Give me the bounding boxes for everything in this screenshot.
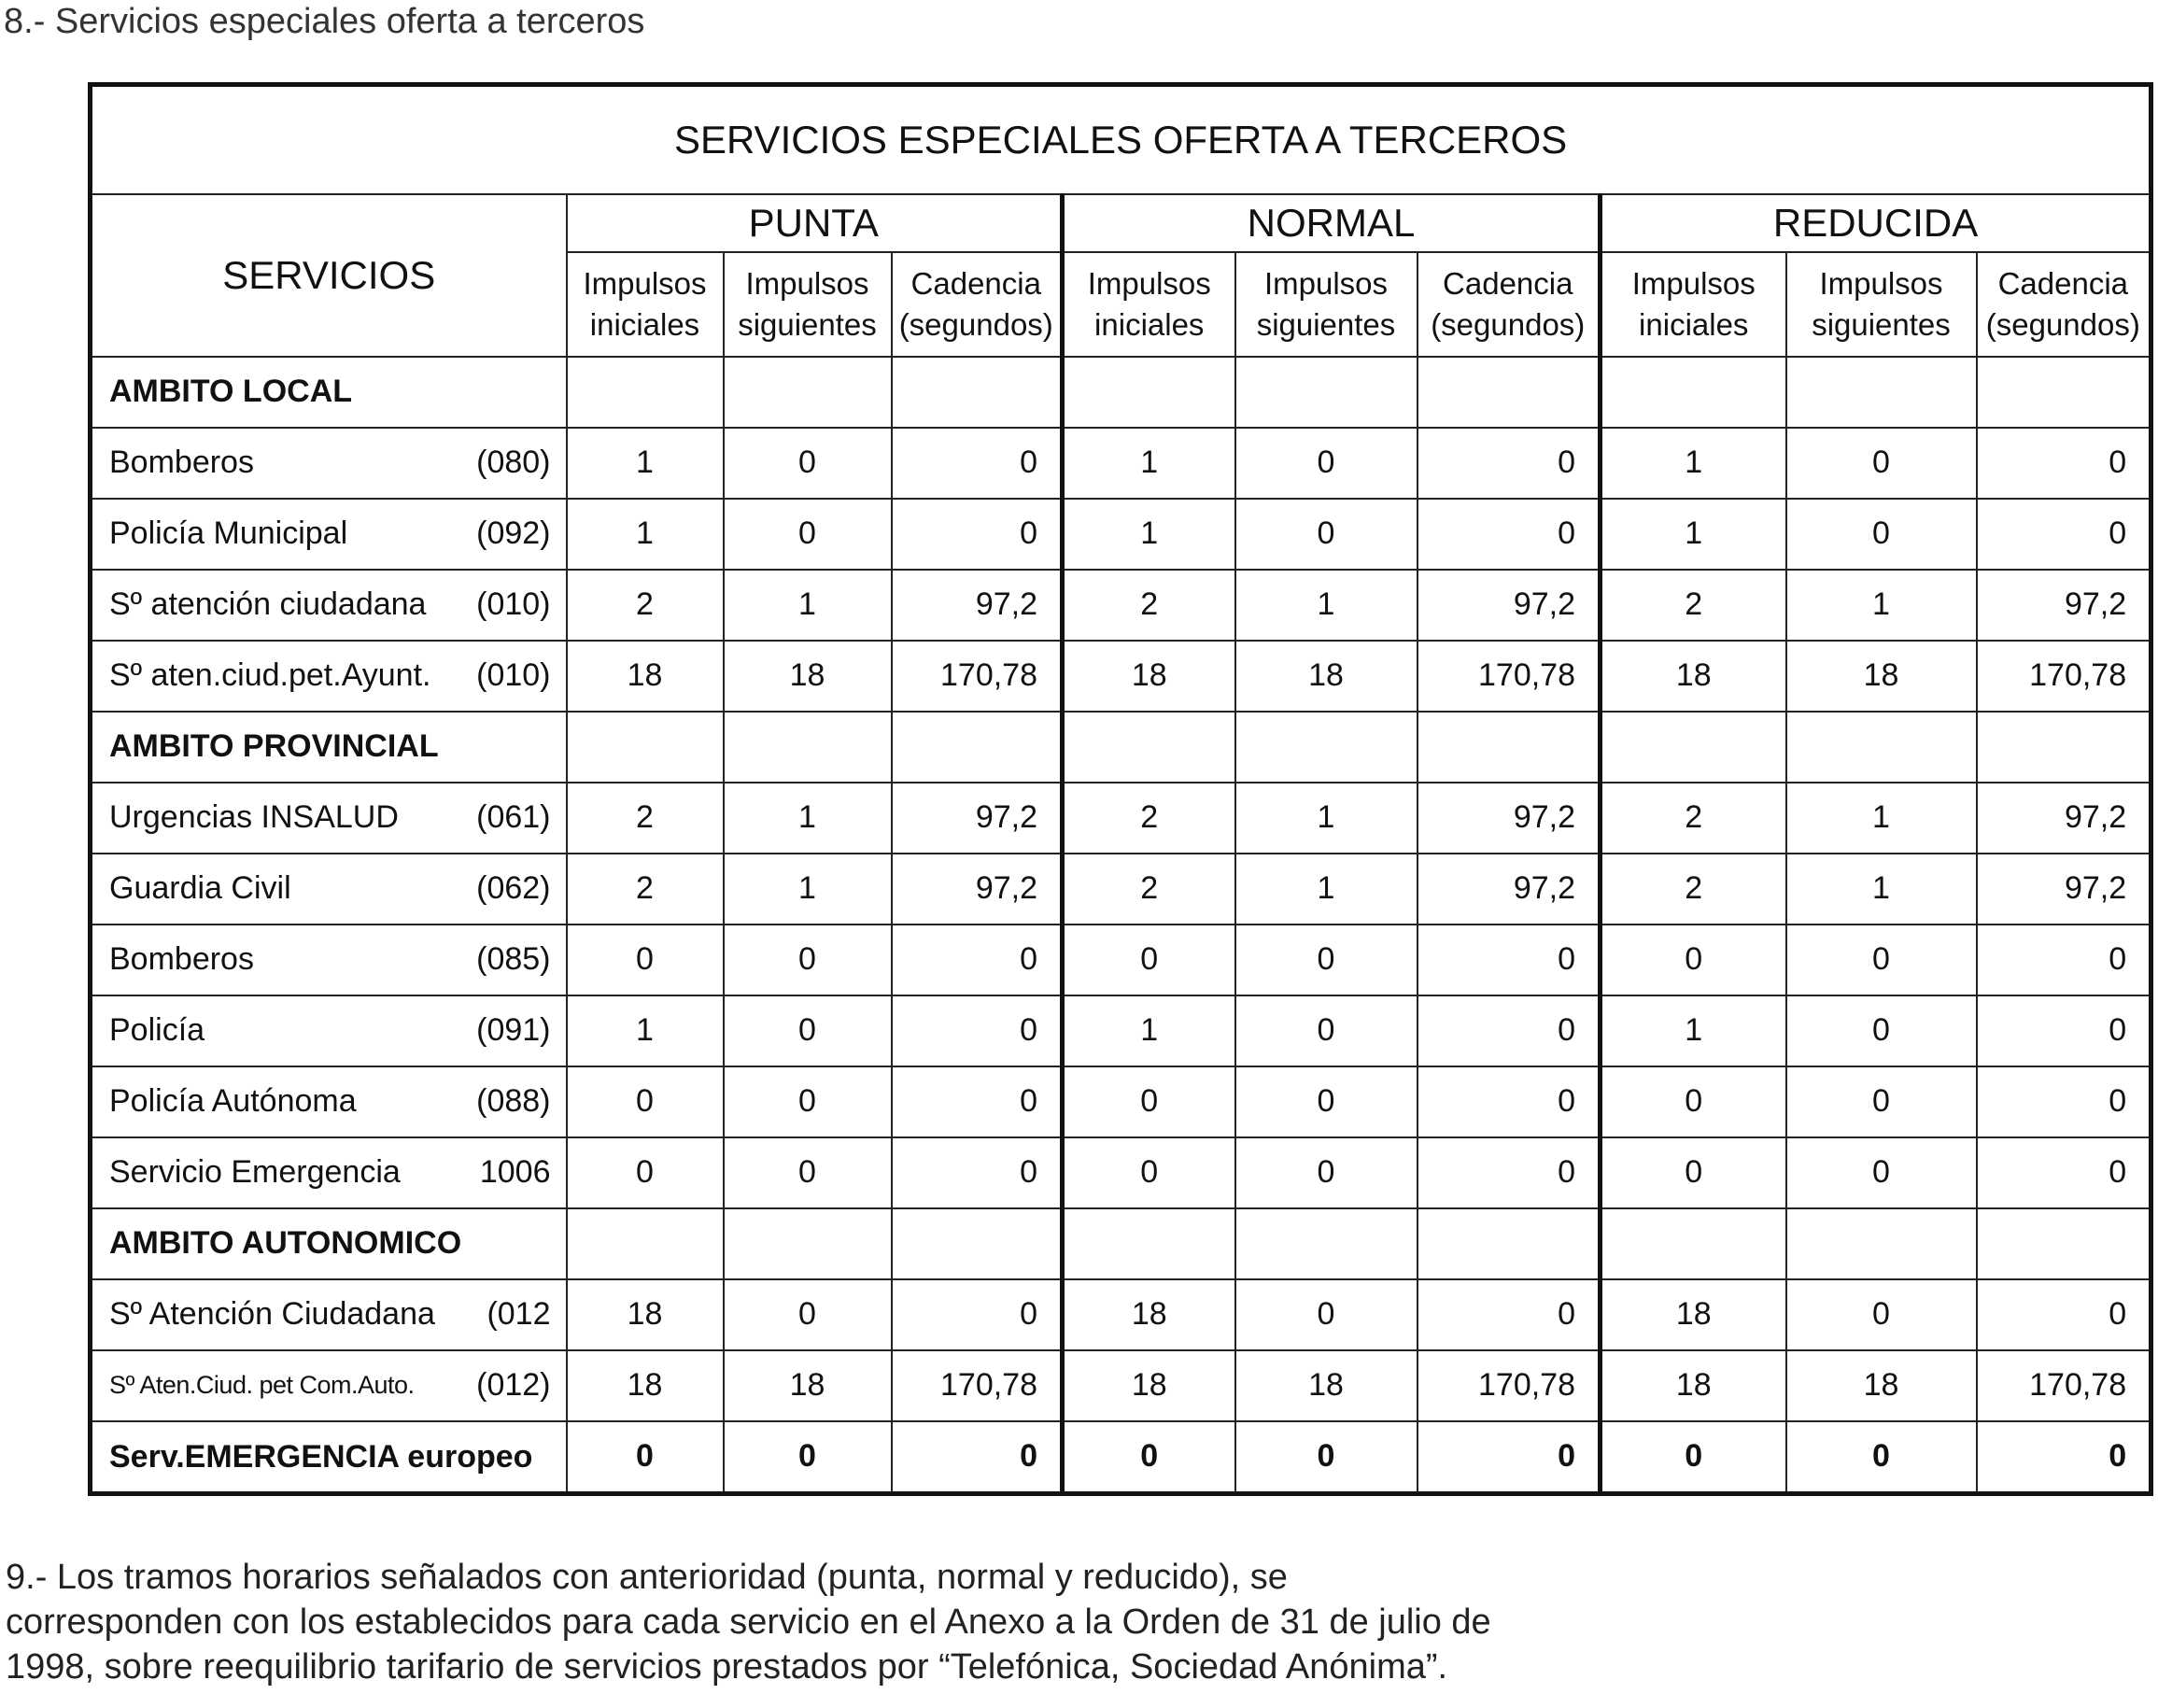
subheader-line: (segundos) [1431, 307, 1586, 342]
value-cell: 0 [1977, 428, 2151, 499]
value-cell: 97,2 [1977, 570, 2151, 641]
value-cell: 2 [1063, 783, 1235, 854]
value-cell: 0 [724, 1137, 892, 1208]
service-name: Policía Municipal [109, 515, 348, 552]
value-cell: 2 [567, 570, 724, 641]
subheader-cell [1063, 252, 1235, 357]
value-cell: 18 [1063, 1279, 1235, 1350]
value-cell: 0 [1235, 428, 1418, 499]
value-cell: 0 [1063, 1066, 1235, 1137]
value-cell: 0 [1063, 1137, 1235, 1208]
value-cell [1418, 712, 1601, 783]
value-cell: 0 [1235, 995, 1418, 1066]
value-cell: 2 [1063, 854, 1235, 925]
section-row [91, 1208, 2151, 1279]
value-cell: 0 [567, 1137, 724, 1208]
value-cell: 1 [1063, 428, 1235, 499]
value-cell [1601, 357, 1786, 428]
value-cell: 0 [1235, 1279, 1418, 1350]
service-name: Bomberos [109, 445, 254, 481]
service-name: Bomberos [109, 941, 254, 978]
value-cell [567, 1208, 724, 1279]
value-cell: 0 [1235, 499, 1418, 570]
service-code: 1006 [479, 1154, 551, 1191]
value-cell: 97,2 [1977, 854, 2151, 925]
value-cell: 1 [1786, 854, 1977, 925]
value-cell: 0 [1235, 1421, 1418, 1494]
value-cell [1786, 357, 1977, 428]
value-cell: 0 [1977, 1137, 2151, 1208]
service-name-cell [91, 1066, 567, 1137]
value-cell: 0 [1977, 1279, 2151, 1350]
value-cell: 1 [1601, 499, 1786, 570]
value-cell: 0 [1063, 925, 1235, 995]
value-cell: 0 [1786, 1421, 1977, 1494]
value-cell: 0 [1418, 428, 1601, 499]
service-name-cell [91, 499, 567, 570]
value-cell: 0 [1235, 925, 1418, 995]
service-name-cell [91, 1137, 567, 1208]
subheader-line: Cadencia [1997, 266, 2129, 301]
value-cell [724, 357, 892, 428]
value-cell [1235, 1208, 1418, 1279]
value-cell: 0 [892, 428, 1063, 499]
value-cell: 18 [1063, 641, 1235, 712]
value-cell: 0 [1601, 1066, 1786, 1137]
table-row [91, 995, 2151, 1066]
section-heading: 8.- Servicios especiales oferta a terceros [4, 2, 645, 41]
value-cell: 1 [1063, 995, 1235, 1066]
section-label: AMBITO LOCAL [109, 374, 353, 410]
value-cell: 0 [1977, 925, 2151, 995]
value-cell: 1 [1235, 854, 1418, 925]
value-cell [1063, 357, 1235, 428]
value-cell: 0 [1418, 925, 1601, 995]
table-row [91, 783, 2151, 854]
subheader-line: (segundos) [1985, 307, 2140, 342]
value-cell: 1 [1235, 783, 1418, 854]
value-cell: 1 [724, 854, 892, 925]
value-cell: 18 [1601, 641, 1786, 712]
value-cell [1601, 712, 1786, 783]
value-cell: 18 [1235, 1350, 1418, 1421]
value-cell: 97,2 [1418, 570, 1601, 641]
value-cell [1063, 712, 1235, 783]
table-row [91, 641, 2151, 712]
value-cell: 0 [1786, 995, 1977, 1066]
table-body [91, 357, 2151, 1494]
value-cell: 18 [724, 641, 892, 712]
value-cell: 0 [892, 1137, 1063, 1208]
subheader-cell [1977, 252, 2151, 357]
value-cell: 0 [1786, 925, 1977, 995]
table-row [91, 1421, 2151, 1494]
value-cell: 18 [1063, 1350, 1235, 1421]
value-cell [1786, 712, 1977, 783]
section-row [91, 357, 2151, 428]
subheader-line: Impulsos [1087, 266, 1211, 301]
subheader-line: iniciales [1639, 307, 1749, 342]
service-name: Sº aten.ciud.pet.Ayunt. [109, 657, 431, 694]
service-name: Policía Autónoma [109, 1083, 357, 1120]
value-cell: 0 [724, 1421, 892, 1494]
value-cell: 0 [1977, 1421, 2151, 1494]
value-cell: 18 [1601, 1350, 1786, 1421]
service-name-cell [91, 783, 567, 854]
value-cell: 0 [1418, 1066, 1601, 1137]
value-cell: 0 [892, 499, 1063, 570]
value-cell [724, 712, 892, 783]
service-name-cell [91, 1421, 567, 1494]
value-cell: 0 [1418, 1137, 1601, 1208]
subheader-line: siguientes [1812, 307, 1951, 342]
service-code: (091) [476, 1012, 551, 1049]
subheader-line: Cadencia [1443, 266, 1573, 301]
value-cell: 0 [567, 1421, 724, 1494]
service-name: Serv.EMERGENCIA europeo [109, 1438, 533, 1475]
section-label: AMBITO AUTONOMICO [109, 1225, 462, 1262]
subheader-cell [1786, 252, 1977, 357]
value-cell: 0 [1235, 1137, 1418, 1208]
value-cell: 1 [1601, 995, 1786, 1066]
subheader-line: siguientes [1256, 307, 1396, 342]
value-cell: 1 [724, 570, 892, 641]
value-cell [1977, 712, 2151, 783]
service-name-cell [91, 570, 567, 641]
subheader-line: Impulsos [583, 266, 707, 301]
subheader-cell [567, 252, 724, 357]
value-cell: 0 [1977, 499, 2151, 570]
table-row [91, 854, 2151, 925]
value-cell: 0 [1601, 1137, 1786, 1208]
value-cell: 1 [1786, 783, 1977, 854]
value-cell: 170,78 [1418, 641, 1601, 712]
value-cell: 2 [1063, 570, 1235, 641]
service-name: Sº Atención Ciudadana [109, 1296, 435, 1333]
subheader-line: siguientes [738, 307, 877, 342]
table-row [91, 428, 2151, 499]
value-cell: 1 [567, 499, 724, 570]
service-name: Servicio Emergencia [109, 1154, 401, 1191]
service-code: (080) [476, 445, 551, 481]
value-cell: 97,2 [1418, 854, 1601, 925]
value-cell: 1 [1786, 570, 1977, 641]
value-cell: 0 [892, 995, 1063, 1066]
value-cell: 18 [1601, 1279, 1786, 1350]
subheader-line: Impulsos [745, 266, 869, 301]
value-cell [1418, 1208, 1601, 1279]
table-row [91, 1066, 2151, 1137]
service-name-cell [91, 995, 567, 1066]
subheader-cell [1418, 252, 1601, 357]
service-name: Sº atención ciudadana [109, 586, 427, 623]
value-cell: 170,78 [892, 1350, 1063, 1421]
value-cell: 97,2 [892, 854, 1063, 925]
value-cell [892, 1208, 1063, 1279]
value-cell: 0 [724, 995, 892, 1066]
value-cell [1601, 1208, 1786, 1279]
service-name-cell [91, 357, 567, 428]
value-cell: 0 [1786, 1066, 1977, 1137]
service-name-cell [91, 1279, 567, 1350]
value-cell: 0 [1977, 1066, 2151, 1137]
section-label: AMBITO PROVINCIAL [109, 728, 439, 765]
service-code: (061) [476, 799, 551, 836]
service-name-cell [91, 1208, 567, 1279]
value-cell [1235, 712, 1418, 783]
value-cell: 1 [1063, 499, 1235, 570]
value-cell: 0 [1418, 1279, 1601, 1350]
value-cell: 0 [892, 1421, 1063, 1494]
value-cell [892, 712, 1063, 783]
value-cell: 18 [1786, 1350, 1977, 1421]
value-cell: 1 [567, 428, 724, 499]
value-cell: 2 [1601, 783, 1786, 854]
service-name: Urgencias INSALUD [109, 799, 399, 836]
footer-line: 1998, sobre reequilibrio tarifario de servicios prestados por “Telefónica, Sociedad Anónima”. [6, 1647, 1448, 1687]
table-row [91, 570, 2151, 641]
value-cell: 2 [1601, 570, 1786, 641]
service-code: (092) [476, 515, 551, 552]
value-cell [1977, 357, 2151, 428]
table-row [91, 1279, 2151, 1350]
value-cell: 0 [724, 499, 892, 570]
value-cell: 0 [567, 1066, 724, 1137]
table-row [91, 1137, 2151, 1208]
value-cell: 2 [567, 783, 724, 854]
service-name: Guardia Civil [109, 870, 291, 907]
value-cell: 0 [1063, 1421, 1235, 1494]
value-cell: 0 [892, 1279, 1063, 1350]
value-cell: 18 [724, 1350, 892, 1421]
value-cell [724, 1208, 892, 1279]
value-cell: 0 [1977, 995, 2151, 1066]
value-cell: 0 [1786, 1137, 1977, 1208]
value-cell: 97,2 [1418, 783, 1601, 854]
services-table [88, 82, 2153, 1496]
subheader-cell [1235, 252, 1418, 357]
value-cell: 0 [724, 1066, 892, 1137]
value-cell [1235, 357, 1418, 428]
footer-line: 9.- Los tramos horarios señalados con anterioridad (punta, normal y reducido), se [6, 1558, 1288, 1597]
value-cell: 0 [1601, 1421, 1786, 1494]
subheader-cell [1601, 252, 1786, 357]
value-cell: 2 [567, 854, 724, 925]
table-title: SERVICIOS ESPECIALES OFERTA A TERCEROS [91, 85, 2151, 195]
value-cell: 0 [892, 925, 1063, 995]
section-row [91, 712, 2151, 783]
value-cell [1977, 1208, 2151, 1279]
service-code: (012 [487, 1296, 551, 1333]
value-cell: 2 [1601, 854, 1786, 925]
table-row [91, 1350, 2151, 1421]
service-code: (010) [476, 657, 551, 694]
value-cell: 18 [1786, 641, 1977, 712]
value-cell: 1 [567, 995, 724, 1066]
service-name-cell [91, 925, 567, 995]
group-header-reducida: REDUCIDA [1601, 194, 2151, 252]
value-cell: 0 [1786, 499, 1977, 570]
group-header-punta: PUNTA [567, 194, 1063, 252]
subheader-cell [724, 252, 892, 357]
group-header-normal: NORMAL [1063, 194, 1601, 252]
service-name-cell [91, 712, 567, 783]
services-column-header: SERVICIOS [91, 194, 567, 357]
value-cell: 0 [724, 1279, 892, 1350]
value-cell: 1 [1601, 428, 1786, 499]
subheader-cell [892, 252, 1063, 357]
value-cell: 1 [724, 783, 892, 854]
value-cell: 170,78 [1977, 641, 2151, 712]
subheader-line: iniciales [1094, 307, 1205, 342]
value-cell: 0 [724, 428, 892, 499]
value-cell: 170,78 [892, 641, 1063, 712]
service-name-cell [91, 641, 567, 712]
service-code: (012) [476, 1367, 551, 1404]
table-row [91, 499, 2151, 570]
service-code: (088) [476, 1083, 551, 1120]
value-cell: 1 [1235, 570, 1418, 641]
subheader-line: Cadencia [910, 266, 1041, 301]
value-cell [892, 357, 1063, 428]
value-cell [1418, 357, 1601, 428]
value-cell: 18 [567, 641, 724, 712]
value-cell: 170,78 [1418, 1350, 1601, 1421]
subheader-line: Impulsos [1263, 266, 1389, 301]
service-name: Policía [109, 1012, 205, 1049]
value-cell: 0 [1418, 995, 1601, 1066]
value-cell: 0 [892, 1066, 1063, 1137]
service-name-cell [91, 854, 567, 925]
value-cell: 97,2 [1977, 783, 2151, 854]
value-cell: 170,78 [1977, 1350, 2151, 1421]
value-cell: 0 [724, 925, 892, 995]
value-cell: 0 [1601, 925, 1786, 995]
service-code: (062) [476, 870, 551, 907]
value-cell: 0 [1235, 1066, 1418, 1137]
value-cell: 0 [1418, 1421, 1601, 1494]
value-cell: 0 [1786, 428, 1977, 499]
service-name: Sº Aten.Ciud. pet Com.Auto. [109, 1371, 415, 1400]
subheader-line: iniciales [589, 307, 700, 342]
footer-line: corresponden con los establecidos para cada servicio en el Anexo a la Orden de 31 de julio de [6, 1602, 1491, 1642]
value-cell [1063, 1208, 1235, 1279]
value-cell: 18 [567, 1279, 724, 1350]
service-name-cell [91, 428, 567, 499]
value-cell: 97,2 [892, 783, 1063, 854]
value-cell [567, 712, 724, 783]
value-cell: 0 [1786, 1279, 1977, 1350]
value-cell: 0 [1418, 499, 1601, 570]
subheader-line: Impulsos [1631, 266, 1756, 301]
table-row [91, 925, 2151, 995]
service-code: (085) [476, 941, 551, 978]
value-cell [567, 357, 724, 428]
value-cell: 18 [567, 1350, 724, 1421]
subheader-line: Impulsos [1819, 266, 1943, 301]
service-code: (010) [476, 586, 551, 623]
footer-note [6, 1555, 2060, 1689]
value-cell: 18 [1235, 641, 1418, 712]
value-cell: 0 [567, 925, 724, 995]
value-cell: 97,2 [892, 570, 1063, 641]
service-name-cell [91, 1350, 567, 1421]
value-cell [1786, 1208, 1977, 1279]
subheader-line: (segundos) [898, 307, 1053, 342]
